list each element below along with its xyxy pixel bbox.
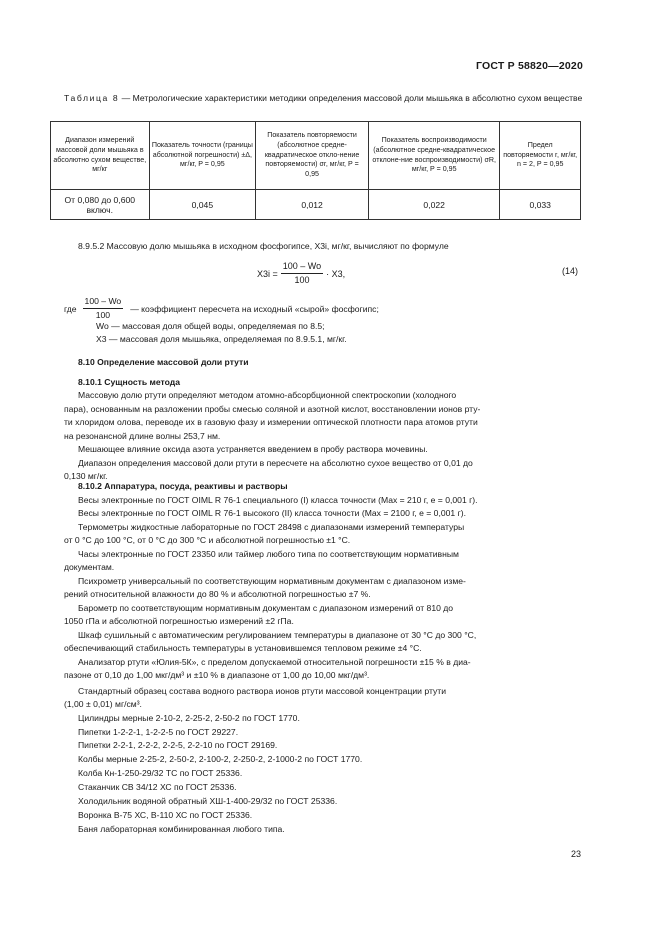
formula-number: (14) bbox=[562, 266, 579, 276]
formula-fraction bbox=[281, 261, 323, 286]
formula-lhs: X3i = bbox=[257, 268, 278, 279]
equipment-line: (1,00 ± 0,01) мг/см³. bbox=[64, 699, 142, 709]
where-text-1: — коэффициент пересчета на исходный «сырой» фосфогипс; bbox=[130, 303, 379, 314]
equipment-line: Пипетки 1-2-2-1, 1-2-2-5 по ГОСТ 29227. bbox=[78, 727, 239, 737]
paragraph-line: на резонансной длине волны 253,7 нм. bbox=[64, 431, 221, 441]
equipment-line: Воронка В-75 ХС, В-110 ХС по ГОСТ 25336. bbox=[78, 810, 253, 820]
table-cell: 0,033 bbox=[500, 190, 581, 220]
equipment-line: Пипетки 2-2-1, 2-2-2, 2-2-5, 2-2-10 по ГОСТ 29169. bbox=[78, 740, 278, 750]
equipment-line: пазоне от 0,10 до 1,00 мкг/дм³ и ±10 % в диапазоне от 1,00 до 10,00 мкг/дм³. bbox=[64, 670, 370, 680]
formula-numerator: 100 – Wo bbox=[281, 261, 323, 274]
equipment-line: Колба Кн-1-250-29/32 ТС по ГОСТ 25336. bbox=[78, 768, 243, 778]
equipment-line: Стандартный образец состава водного раствора ионов ртути массовой концентрации ртути bbox=[78, 686, 447, 696]
where-denominator: 100 bbox=[95, 310, 111, 320]
table-header-row bbox=[51, 122, 581, 190]
formula-rhs: · X3, bbox=[326, 268, 346, 279]
table-caption-lead: Таблица 8 bbox=[64, 93, 120, 103]
metrology-table bbox=[50, 121, 581, 220]
table-header-cell: Предел повторяемости r, мг/кг, n = 2, P = 0,95 bbox=[500, 122, 581, 190]
paragraph-line: 0,130 мг/кг. bbox=[64, 471, 108, 481]
table-caption-text: — Метрологические характеристики методики определения массовой доли мышьяка в абсолютно сухом веществе bbox=[119, 93, 583, 103]
equipment-line: Колбы мерные 2-25-2, 2-50-2, 2-100-2, 2-250-2, 2-1000-2 по ГОСТ 1770. bbox=[78, 754, 363, 764]
table-cell: От 0,080 до 0,600 включ. bbox=[51, 190, 150, 220]
section-8-10-heading: 8.10 Определение массовой доли ртути bbox=[78, 357, 249, 367]
table-caption bbox=[64, 92, 586, 104]
paragraph-line: пара), основанным на разложении пробы смесью соляной и азотной кислот, восстановлении ионов рту- bbox=[64, 404, 481, 414]
table-row bbox=[51, 190, 581, 220]
formula-14 bbox=[257, 261, 345, 286]
equipment-line: Стаканчик СВ 34/12 ХС по ГОСТ 25336. bbox=[78, 782, 237, 792]
equipment-line: от 0 °С до 100 °С, от 0 °С до 300 °С и абсолютной погрешностью ±1 °С. bbox=[64, 535, 351, 545]
table-header-cell: Показатель точности (границы абсолютной погрешности) ±Δ, мг/кг, P = 0,95 bbox=[149, 122, 256, 190]
section-8-10-1-heading: 8.10.1 Сущность метода bbox=[78, 377, 180, 387]
where-word: где bbox=[64, 303, 77, 314]
section-8-10-2-heading: 8.10.2 Аппаратура, посуда, реактивы и растворы bbox=[78, 481, 288, 491]
table-header-cell: Показатель воспроизводимости (абсолютное средне-квадратическое отклоне-ние воспроизводимости) σR, мг/кг, P = 0,95 bbox=[368, 122, 499, 190]
clause-8952: 8.9.5.2 Массовую долю мышьяка в исходном фосфогипсе, X3i, мг/кг, вычисляют по формуле bbox=[78, 241, 449, 251]
equipment-line: обеспечивающий стабильность температуры в установившемся тепловом режиме ±4 °С. bbox=[64, 643, 422, 653]
equipment-line: Термометры жидкостные лабораторные по ГОСТ 28498 с диапазонами измерений температуры bbox=[78, 522, 465, 532]
equipment-line: Цилиндры мерные 2-10-2, 2-25-2, 2-50-2 по ГОСТ 1770. bbox=[78, 713, 300, 723]
paragraph-line: Мешающее влияние оксида азота устраняется введением в пробу раствора мочевины. bbox=[78, 444, 428, 454]
table-header-cell: Диапазон измерений массовой доли мышьяка в абсолютно сухом веществе, мг/кг bbox=[51, 122, 150, 190]
equipment-line: рений относительной влажности до 80 % и абсолютной погрешностью ±7 %. bbox=[64, 589, 371, 599]
where-line-3: X3 — массовая доля мышьяка, определяемая по 8.9.5.1, мг/кг. bbox=[96, 334, 347, 344]
formula-denominator: 100 bbox=[294, 275, 310, 285]
paragraph-line: Диапазон определения массовой доли ртути в пересчете на абсолютно сухое вещество от 0,01 до bbox=[78, 458, 473, 468]
standard-code: ГОСТ Р 58820—2020 bbox=[475, 60, 583, 72]
table-cell: 0,012 bbox=[256, 190, 369, 220]
table-header-cell: Показатель повторяемости (абсолютное средне-квадратическое откло-нение повторяемости) σr, мг/кг, P = 0,95 bbox=[256, 122, 369, 190]
equipment-line: Весы электронные по ГОСТ OIML R 76-1 высокого (II) класса точности (Max = 2100 г, e = 0,001 г). bbox=[78, 508, 466, 518]
paragraph-line: Массовую долю ртути определяют методом атомно-абсорбционной спектроскопии (холодного bbox=[78, 390, 457, 400]
equipment-line: Холодильник водяной обратный ХШ-1-400-29/32 по ГОСТ 25336. bbox=[78, 796, 338, 806]
equipment-line: Анализатор ртути «Юлия-5К», с пределом допускаемой относительной погрешности ±15 % в диа- bbox=[78, 657, 471, 667]
where-fraction bbox=[83, 296, 124, 321]
equipment-line: документам. bbox=[64, 562, 115, 572]
equipment-line: Часы электронные по ГОСТ 23350 или таймер любого типа по соответствующим нормативным bbox=[78, 549, 459, 559]
equipment-line: Баня лабораторная комбинированная любого типа. bbox=[78, 824, 285, 834]
equipment-line: Шкаф сушильный с автоматическим регулированием температуры в диапазоне от 30 °С до 300 °С, bbox=[78, 630, 477, 640]
equipment-line: Психрометр универсальный по соответствующим нормативным документам с диапазоном изме- bbox=[78, 576, 466, 586]
page-number: 23 bbox=[570, 849, 581, 859]
table-cell: 0,045 bbox=[149, 190, 256, 220]
paragraph-line: ти хлоридом олова, переводе их в газовую фазу и измерении оптической плотности пара атомов ртути bbox=[64, 417, 478, 427]
where-line-2: Wo — массовая доля общей воды, определяемая по 8.5; bbox=[96, 321, 325, 331]
equipment-line: 1050 гПа и абсолютной погрешностью измерений ±2 гПа. bbox=[64, 616, 294, 626]
where-numerator: 100 – Wo bbox=[83, 296, 124, 309]
where-block bbox=[64, 296, 379, 321]
table-cell: 0,022 bbox=[368, 190, 499, 220]
equipment-line: Барометр по соответствующим нормативным документам с диапазоном измерений от 810 до bbox=[78, 603, 454, 613]
equipment-line: Весы электронные по ГОСТ OIML R 76-1 специального (I) класса точности (Max = 210 г, e = 0,001 г). bbox=[78, 495, 478, 505]
